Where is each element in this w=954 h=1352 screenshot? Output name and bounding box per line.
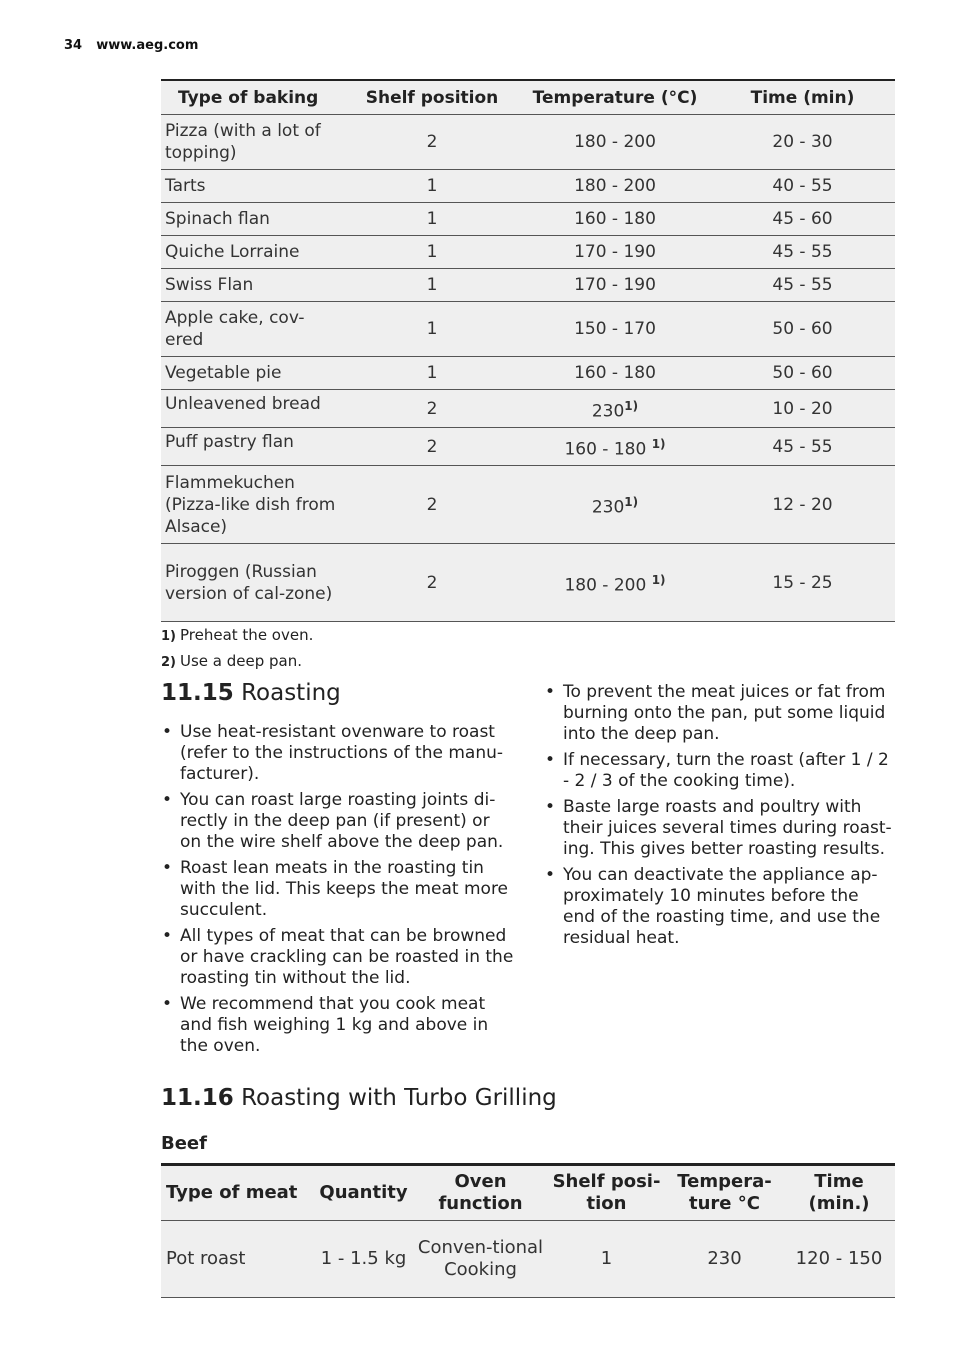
list-item: • To prevent the meat juices or fat from burning onto the pan, put some liquid into the deep pan. xyxy=(544,682,896,745)
list-item: • We recommend that you cook meat and fish weighing 1 kg and above in the oven. xyxy=(161,994,516,1057)
cell-shelf: 1 xyxy=(344,236,520,269)
cell-temp: 180 - 200 $^{1)}$ xyxy=(520,544,710,622)
table-row xyxy=(161,269,895,302)
cell-temp: 160 - 180 xyxy=(520,203,710,236)
cell-type: Quiche Lorraine xyxy=(161,236,344,269)
baking-table-header xyxy=(161,80,895,115)
col-quantity: Quantity xyxy=(313,1165,414,1221)
cell-temp: 230 xyxy=(666,1221,783,1298)
page-header xyxy=(64,38,198,53)
cell-temp: 230$^{1)}$ xyxy=(520,390,710,428)
cell-shelf: 1 xyxy=(344,302,520,357)
list-item: • Roast lean meats in the roasting tin with the lid. This keeps the meat more succulent. xyxy=(161,858,516,921)
cell-shelf: 2 xyxy=(344,428,520,466)
cell-time: 40 - 55 xyxy=(710,170,895,203)
cell-time: 45 - 55 xyxy=(710,428,895,466)
cell-shelf: 2 xyxy=(344,544,520,622)
cell-function: Conven-tional Cooking xyxy=(414,1221,547,1298)
table-row xyxy=(161,1221,895,1298)
beef-table-header xyxy=(161,1165,895,1221)
footnote-mark: 2) xyxy=(161,655,176,670)
col-type-of-meat: Type of meat xyxy=(161,1165,313,1221)
table-row xyxy=(161,302,895,357)
cell-type: Pizza (with a lot of topping) xyxy=(161,115,344,170)
cell-time: 45 - 60 xyxy=(710,203,895,236)
cell-temp: 170 - 190 xyxy=(520,269,710,302)
col-time: Time (min.) xyxy=(783,1165,895,1221)
cell-temp: 230$^{1)}$ xyxy=(520,466,710,544)
cell-shelf: 2 xyxy=(344,390,520,428)
cell-temp: 170 - 190 xyxy=(520,236,710,269)
col-time: Time (min) xyxy=(710,80,895,115)
section-title: Roasting xyxy=(241,680,341,706)
table-row xyxy=(161,236,895,269)
cell-time: 10 - 20 xyxy=(710,390,895,428)
col-temperature: Tempera-ture °C xyxy=(666,1165,783,1221)
footnote-ref: 1) xyxy=(651,572,666,587)
cell-shelf: 1 xyxy=(344,203,520,236)
col-shelf-position: Shelf posi-tion xyxy=(547,1165,666,1221)
cell-temp: 160 - 180 $^{1)}$ xyxy=(520,428,710,466)
roasting-list-left xyxy=(161,722,516,1062)
cell-type: Flammekuchen (Pizza-like dish from Alsace) xyxy=(161,466,344,544)
footnote-2 xyxy=(161,652,302,670)
cell-type: Vegetable pie xyxy=(161,357,344,390)
cell-time: 50 - 60 xyxy=(710,302,895,357)
cell-shelf: 2 xyxy=(344,115,520,170)
table-row xyxy=(161,466,895,544)
cell-temp: 160 - 180 xyxy=(520,357,710,390)
cell-type: Spinach flan xyxy=(161,203,344,236)
footnote-ref: 1) xyxy=(651,436,666,451)
cell-time: 45 - 55 xyxy=(710,269,895,302)
cell-shelf: 1 xyxy=(344,357,520,390)
cell-shelf: 1 xyxy=(547,1221,666,1298)
cell-time: 50 - 60 xyxy=(710,357,895,390)
col-oven-function: Oven function xyxy=(414,1165,547,1221)
cell-type: Puff pastry flan xyxy=(161,428,344,466)
beef-table xyxy=(161,1163,895,1298)
cell-type: Piroggen (Russian version of cal-zone) xyxy=(161,544,344,622)
footnote-ref: 1) xyxy=(624,494,639,509)
list-item: • You can deactivate the appliance ap-proximately 10 minutes before the end of the roasting time, and use the residual heat. xyxy=(544,865,896,949)
col-temperature: Temperature (°C) xyxy=(520,80,710,115)
list-item: • All types of meat that can be browned or have crackling can be roasted in the roasting tin without the lid. xyxy=(161,926,516,989)
cell-type: Swiss Flan xyxy=(161,269,344,302)
website-url: www.aeg.com xyxy=(96,38,199,53)
cell-type: Pot roast xyxy=(161,1221,313,1298)
cell-time: 120 - 150 xyxy=(783,1221,895,1298)
table-row xyxy=(161,170,895,203)
cell-time: 15 - 25 xyxy=(710,544,895,622)
section-heading-turbo-grilling xyxy=(161,1085,557,1111)
footnote-ref: 1) xyxy=(624,398,639,413)
list-item: • You can roast large roasting joints di-rectly in the deep pan (if present) or on the wire shelf above the deep pan. xyxy=(161,790,516,853)
section-number: 11.16 xyxy=(161,1085,234,1111)
page-number: 34 xyxy=(64,38,83,53)
cell-quantity: 1 - 1.5 kg xyxy=(313,1221,414,1298)
cell-temp: 150 - 170 xyxy=(520,302,710,357)
cell-type: Apple cake, cov-ered xyxy=(161,302,344,357)
footnote-text: Preheat the oven. xyxy=(180,626,314,644)
subheading-beef: Beef xyxy=(161,1133,207,1154)
cell-shelf: 1 xyxy=(344,170,520,203)
section-number: 11.15 xyxy=(161,680,234,706)
cell-shelf: 1 xyxy=(344,269,520,302)
list-item: • Use heat-resistant ovenware to roast (refer to the instructions of the manu-facturer). xyxy=(161,722,516,785)
table-row xyxy=(161,428,895,466)
list-item: • Baste large roasts and poultry with their juices several times during roast-ing. This gives better roasting results. xyxy=(544,797,896,860)
col-type-of-baking: Type of baking xyxy=(161,80,344,115)
col-shelf-position: Shelf position xyxy=(344,80,520,115)
section-title: Roasting with Turbo Grilling xyxy=(241,1085,557,1111)
roasting-list-right xyxy=(544,682,896,954)
cell-type: Unleavened bread xyxy=(161,390,344,428)
cell-time: 12 - 20 xyxy=(710,466,895,544)
table-row xyxy=(161,115,895,170)
footnote-text: Use a deep pan. xyxy=(180,652,303,670)
section-heading-roasting xyxy=(161,680,341,706)
cell-shelf: 2 xyxy=(344,466,520,544)
cell-temp: 180 - 200 xyxy=(520,115,710,170)
table-row xyxy=(161,544,895,622)
footnote-mark: 1) xyxy=(161,629,176,644)
table-row xyxy=(161,203,895,236)
table-row xyxy=(161,390,895,428)
cell-time: 45 - 55 xyxy=(710,236,895,269)
cell-temp: 180 - 200 xyxy=(520,170,710,203)
footnote-1 xyxy=(161,626,313,644)
table-row xyxy=(161,357,895,390)
list-item: • If necessary, turn the roast (after 1 / 2 - 2 / 3 of the cooking time). xyxy=(544,750,896,792)
cell-type: Tarts xyxy=(161,170,344,203)
baking-table xyxy=(161,79,895,622)
cell-time: 20 - 30 xyxy=(710,115,895,170)
